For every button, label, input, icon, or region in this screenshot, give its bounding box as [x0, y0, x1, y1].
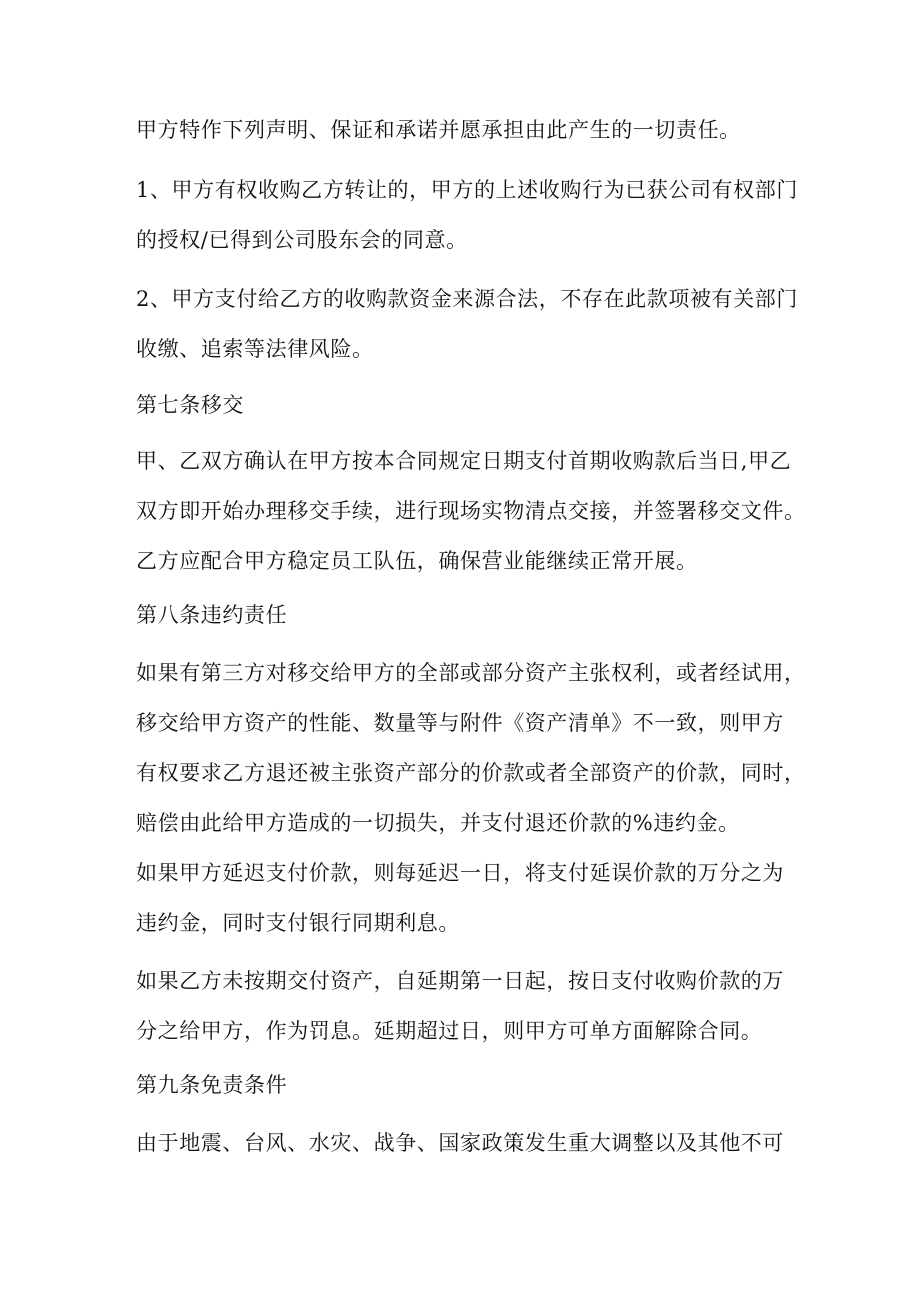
text-line: 甲、乙双方确认在甲方按本合同规定日期支付首期收购款后当日,甲乙: [136, 449, 792, 473]
text-line: 移交给甲方资产的性能、数量等与附件《资产清单》不一致，则甲方: [136, 711, 784, 735]
text-line: 违约金，同时支付银行同期利息。: [136, 911, 460, 935]
text-line: 的授权/已得到公司股东会的同意。: [136, 228, 468, 252]
heading-article-9: [136, 1060, 801, 1110]
paragraph-handover: [136, 436, 806, 586]
text-line: 如果有第三方对移交给甲方的全部或部分资产主张权利，或者经试用，: [136, 661, 806, 685]
text-line: 如果乙方未按期交付资产，自延期第一日起，按日支付收购价款的万: [136, 969, 784, 993]
text-line: 如果甲方延迟支付价款，则每延迟一日，将支付延误价款的万分之为: [136, 861, 784, 885]
paragraph-declaration-intro: [136, 105, 801, 155]
section-heading: 第八条违约责任: [136, 603, 288, 627]
paragraph-clause-2: [136, 274, 801, 374]
paragraph-late-payment: [136, 848, 801, 948]
text-line: 赔偿由此给甲方造成的一切损失，并支付退还价款的%违约金。: [136, 811, 740, 835]
section-heading: 第七条移交: [136, 393, 244, 417]
paragraph-third-party-claims: [136, 648, 806, 848]
heading-article-8: [136, 590, 801, 640]
text-line: 2、甲方支付给乙方的收购款资金来源合法，不存在此款项被有关部门: [136, 287, 798, 311]
paragraph-force-majeure: [136, 1118, 801, 1168]
text-line: 双方即开始办理移交手续，进行现场实物清点交接，并签署移交文件。: [136, 499, 806, 523]
heading-article-7: [136, 380, 801, 430]
text-line: 由于地震、台风、水灾、战争、国家政策发生重大调整以及其他不可: [136, 1131, 784, 1155]
paragraph-clause-1: [136, 165, 801, 265]
paragraph-late-delivery: [136, 956, 801, 1056]
text-line: 有权要求乙方退还被主张资产部分的价款或者全部资产的价款，同时，: [136, 761, 806, 785]
text-line: 甲方特作下列声明、保证和承诺并愿承担由此产生的一切责任。: [136, 118, 741, 142]
text-line: 乙方应配合甲方稳定员工队伍，确保营业能继续正常开展。: [136, 549, 698, 573]
text-line: 分之给甲方，作为罚息。延期超过日，则甲方可单方面解除合同。: [136, 1019, 763, 1043]
section-heading: 第九条免责条件: [136, 1073, 288, 1097]
text-line: 1、甲方有权收购乙方转让的，甲方的上述收购行为已获公司有权部门: [136, 178, 798, 202]
text-line: 收缴、追索等法律风险。: [136, 337, 374, 361]
